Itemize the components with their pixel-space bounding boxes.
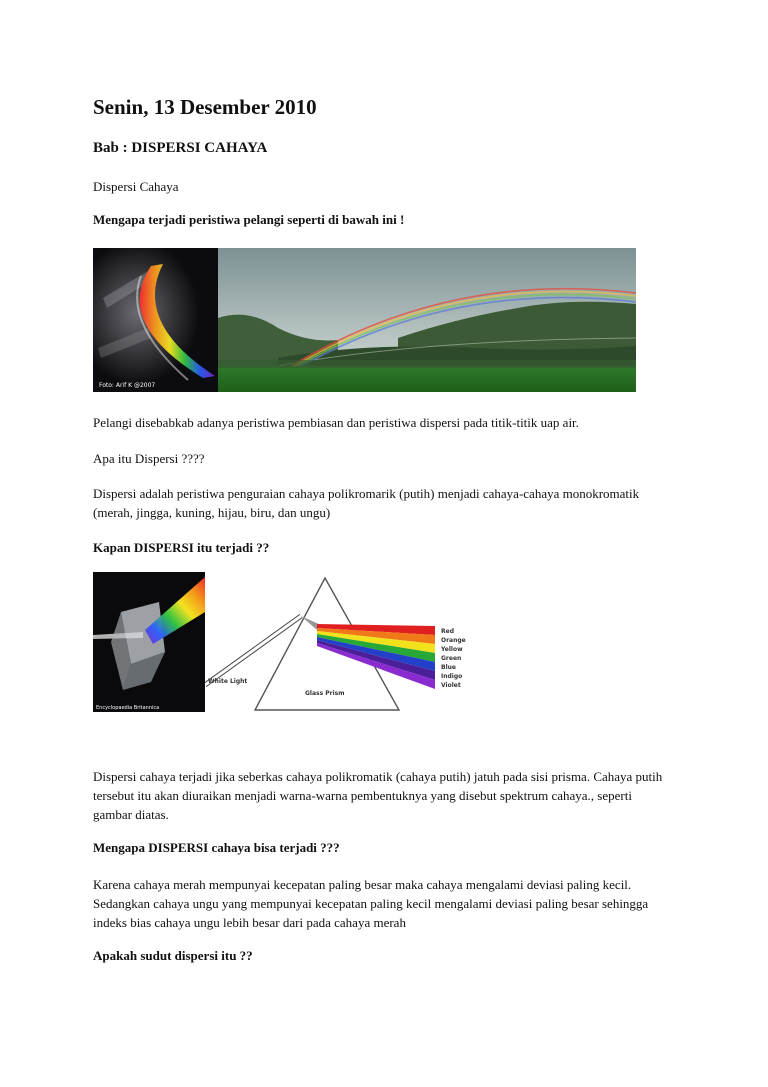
label-white-light: White Light xyxy=(208,678,248,685)
photo-credit: Foto: Arif K @2007 xyxy=(99,382,156,389)
prism-dispersion-photo xyxy=(93,248,218,392)
label-blue: Blue xyxy=(441,664,456,671)
question-what-is-dispersion: Apa itu Dispersi ???? xyxy=(93,451,205,466)
paragraph-why-dispersion: Karena cahaya merah mempunyai kecepatan paling besar maka cahaya mengalami deviasi paling kecil. Sedangkan cahaya ungu yang mempunyai kecepatan paling kecil mengalami deviasi paling besar sehingga indeks bias cahaya ungu lebih besar dari pada cahaya merah xyxy=(93,877,649,930)
paragraph-when-dispersion: Dispersi cahaya terjadi jika seberkas cahaya polikromatik (cahaya putih) jatuh pada sisi prisma. Cahaya putih tersebut itu akan diuraikan menjadi warna-warna pembentuknya yang disebut spektrum cahaya., seperti gambar diatas. xyxy=(93,769,663,822)
question-when-dispersion: Kapan DISPERSI itu terjadi ?? xyxy=(93,540,270,555)
section-subtitle: Dispersi Cahaya xyxy=(93,179,179,194)
label-indigo: Indigo xyxy=(441,673,463,680)
paragraph-dispersion-definition: Dispersi adalah peristiwa penguraian cahaya polikromarik (putih) menjadi cahaya-cahaya monokromatik (merah, jingga, kuning, hijau, biru, dan ungu) xyxy=(93,486,640,520)
rainbow-landscape-photo xyxy=(218,248,636,392)
prism-dispersion-diagram xyxy=(205,572,477,714)
prism-photo-credit: Encyclopaedia Britannica xyxy=(96,705,160,711)
prism-photo xyxy=(93,572,205,712)
label-orange: Orange xyxy=(441,637,466,644)
label-red: Red xyxy=(441,628,454,635)
label-glass-prism: Glass Prism xyxy=(305,690,345,697)
label-yellow: Yellow xyxy=(441,646,463,653)
document-date-title: Senin, 13 Desember 2010 xyxy=(93,95,317,119)
question-why-dispersion: Mengapa DISPERSI cahaya bisa terjadi ??? xyxy=(93,840,340,855)
question-rainbow: Mengapa terjadi peristiwa pelangi seperti di bawah ini ! xyxy=(93,212,405,227)
label-violet: Violet xyxy=(441,682,461,689)
chapter-heading: Bab : DISPERSI CAHAYA xyxy=(93,140,268,156)
question-dispersion-angle: Apakah sudut dispersi itu ?? xyxy=(93,948,253,963)
paragraph-rainbow-cause: Pelangi disebabkab adanya peristiwa pembiasan dan peristiwa dispersi pada titik-titik uap air. xyxy=(93,415,579,430)
label-green: Green xyxy=(441,655,462,662)
